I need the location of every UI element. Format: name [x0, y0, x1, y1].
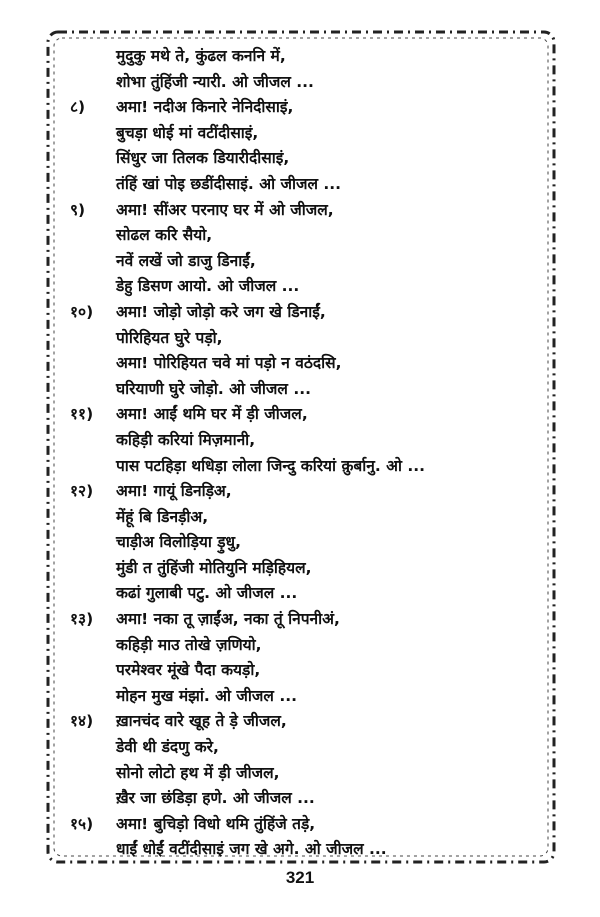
poem-body: [70, 44, 540, 863]
verse-text: अमा! नका तू ज़ाईंअ, नका तूं निपनीअं,: [116, 610, 340, 629]
verse-text: घरियाणी घुरे जोड़ो. ओ जीजल ...: [116, 379, 311, 398]
verse-line: [70, 812, 540, 838]
verse-text: अमा! पोरिहियत चवे मां पड़ो न वठंदसि,: [116, 354, 342, 373]
verse-text: अमा! नदीअ किनारे नेनिदीसाइं,: [116, 98, 294, 117]
verse-text: सोनो लोटो हथ में ड़ी जीजल,: [116, 763, 280, 782]
verse-line: [70, 530, 540, 556]
verse-line: [70, 351, 540, 377]
verse-number: ११): [70, 405, 94, 424]
verse-line: [70, 735, 540, 761]
verse-number: ८): [70, 98, 86, 117]
verse-number: ९): [70, 200, 86, 219]
verse-line: [70, 837, 540, 863]
verse-line: [70, 249, 540, 275]
verse-text: मेंहूं बि डिनड़ीअ,: [116, 507, 209, 526]
verse-line: [70, 44, 540, 70]
verse-number: १३): [70, 610, 94, 629]
verse-line: [70, 223, 540, 249]
verse-text: अमा! जोड़ो जोड़ो करे जग खे डिनाईं,: [116, 302, 326, 321]
verse-text: तंहिं खां पोइ छडींदीसाइं. ओ जीजल ...: [116, 174, 342, 193]
verse-line: [70, 556, 540, 582]
verse-line: [70, 377, 540, 403]
verse-number: १४): [70, 712, 94, 731]
verse-line: [70, 326, 540, 352]
page-number: 321: [285, 868, 315, 887]
verse-text: अमा! आईं थमि घर में ड़ी जीजल,: [116, 405, 308, 424]
verse-line: [70, 428, 540, 454]
verse-line: [70, 479, 540, 505]
verse-number: १०): [70, 302, 94, 321]
verse-text: परमेश्वर मूंखे पैदा कयड़ो,: [116, 661, 261, 680]
verse-number: १५): [70, 814, 94, 833]
verse-line: [70, 786, 540, 812]
verse-line: [70, 146, 540, 172]
verse-text: कहिड़ी करियां मिज़मानी,: [116, 430, 256, 449]
verse-text: चाड़ीअ विलोड़िया ड़ुधु,: [116, 533, 241, 552]
verse-text: ख़ैर जा छंडिड़ा हणे. ओ जीजल ...: [116, 789, 315, 808]
verse-text: पोरिहियत घुरे पड़ो,: [116, 328, 223, 347]
verse-text: सोढल करि सैयो,: [116, 226, 213, 245]
verse-text: मुंडी त तुंहिंजी मोतियुनि मड़िहियल,: [116, 558, 312, 577]
verse-line: [70, 658, 540, 684]
verse-text: पास पटहिड़ा थधिड़ा लोला जिन्दु करियां क़ुर्बानु. ओ ...: [116, 456, 426, 475]
verse-line: [70, 70, 540, 96]
verse-text: अमा! बुचिड़ो विधो थमि तुंहिंजे तड़े,: [116, 814, 316, 833]
verse-line: [70, 581, 540, 607]
verse-line: [70, 402, 540, 428]
verse-text: डेवी थी डंदणु करे,: [116, 738, 219, 757]
verse-line: [70, 607, 540, 633]
verse-line: [70, 300, 540, 326]
verse-line: [70, 684, 540, 710]
verse-line: [70, 633, 540, 659]
verse-text: कढां गुलाबी पटु. ओ जीजल ...: [116, 584, 298, 603]
verse-text: धाईं धोईं वटींदीसाइं जग खे अगे. ओ जीजल ...: [116, 840, 387, 859]
verse-text: बुचड़ा धोई मां वटींदीसाइं,: [116, 123, 259, 142]
verse-number: १२): [70, 482, 94, 501]
verse-line: [70, 121, 540, 147]
verse-line: [70, 505, 540, 531]
verse-text: डेहु डिसण आयो. ओ जीजल ...: [116, 277, 300, 296]
verse-text: ख़ानचंद वारे खूह ते ड़े जीजल,: [116, 712, 287, 731]
verse-line: [70, 274, 540, 300]
verse-line: [70, 95, 540, 121]
verse-text: अमा! सींअर परनाए घर में ओ जीजल,: [116, 200, 334, 219]
verse-text: नवें लखें जो डाजु डिनाईं,: [116, 251, 256, 270]
verse-text: कहिड़ी माउ तोखे ज़णियो,: [116, 635, 262, 654]
verse-line: [70, 761, 540, 787]
verse-text: सिंधुर जा तिलक डियारीदीसाइं,: [116, 149, 290, 168]
verse-line: [70, 172, 540, 198]
verse-line: [70, 709, 540, 735]
verse-line: [70, 198, 540, 224]
verse-line: [70, 454, 540, 480]
verse-text: मोहन मुख मंझां. ओ जीजल ...: [116, 686, 297, 705]
verse-text: अमा! गायूं डिनड़िअ,: [116, 482, 232, 501]
verse-text: शोभा तुंहिंजी न्यारी. ओ जीजल ...: [116, 72, 314, 91]
verse-text: मुदुकु मथे ते, कुंढल कननि में,: [116, 47, 286, 65]
